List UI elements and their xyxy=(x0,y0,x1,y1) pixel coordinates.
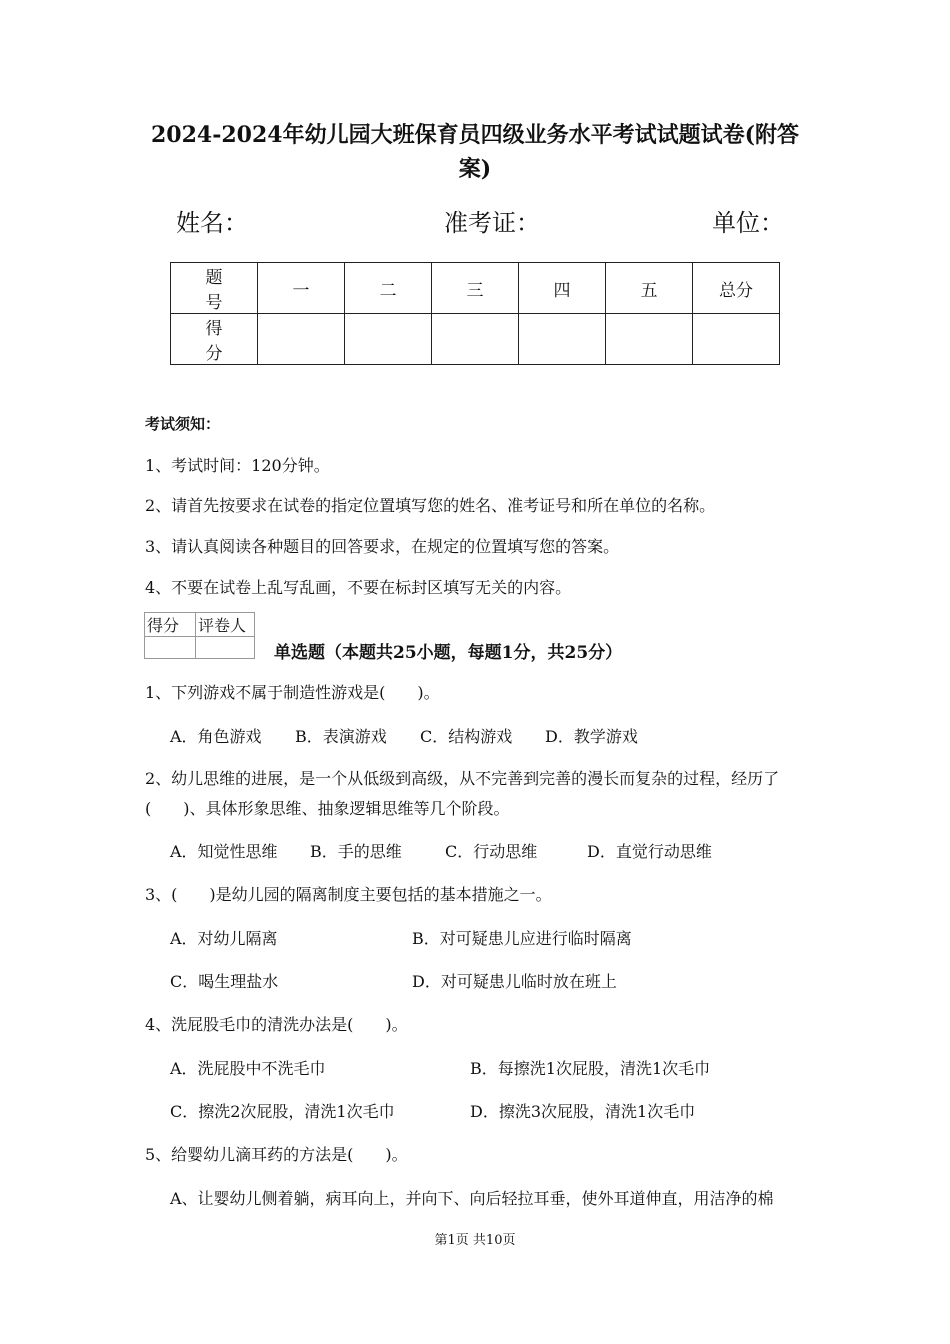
score-table xyxy=(170,262,780,365)
score-table-header-cell: 三 xyxy=(432,263,519,314)
score-table-score-row xyxy=(171,314,780,365)
notice-item: 2、请首先按要求在试卷的指定位置填写您的姓名、准考证号和所在单位的名称。 xyxy=(145,496,716,515)
grader-score-label: 得分 xyxy=(145,613,196,637)
score-table-header-cell: 四 xyxy=(519,263,606,314)
grader-name-label: 评卷人 xyxy=(196,613,255,637)
score-table-header-cell: 五 xyxy=(606,263,693,314)
page-number: 第1页 共10页 xyxy=(434,1233,516,1248)
option-d: D．直觉行动思维 xyxy=(587,842,712,861)
name-field-label: 姓名： xyxy=(176,209,248,237)
question-stem: 1、下列游戏不属于制造性游戏是( )。 xyxy=(145,683,440,702)
question-stem: 3、( )是幼儿园的隔离制度主要包括的基本措施之一。 xyxy=(145,885,552,904)
notice-item: 3、请认真阅读各种题目的回答要求，在规定的位置填写您的答案。 xyxy=(145,537,620,556)
unit-field-label: 单位： xyxy=(712,209,784,237)
score-table-header-cell: 题号 xyxy=(171,263,258,314)
exam-title xyxy=(110,118,840,186)
score-table-header-cell: 总分 xyxy=(693,263,780,314)
grader-box xyxy=(144,612,255,659)
option-b: B．手的思维 xyxy=(310,842,402,861)
score-table-header-cell: 一 xyxy=(258,263,345,314)
exam-title-line1: 2024-2024年幼儿园大班保育员四级业务水平考试试题试卷(附答 xyxy=(150,122,799,148)
option-a: A．角色游戏 xyxy=(170,727,262,746)
option-d: D．教学游戏 xyxy=(545,727,638,746)
notice-heading: 考试须知： xyxy=(145,415,221,433)
question-stem: 2、幼儿思维的进展，是一个从低级到高级，从不完善到完善的漫长而复杂的过程，经历了 xyxy=(145,769,780,788)
option-b: B．表演游戏 xyxy=(295,727,387,746)
question-stem: 5、给婴幼儿滴耳药的方法是( )。 xyxy=(145,1145,408,1164)
grader-score-cell[interactable] xyxy=(145,637,196,659)
option-d: D．擦洗3次屁股，清洗1次毛巾 xyxy=(470,1102,696,1121)
option-b: B．每擦洗1次屁股，清洗1次毛巾 xyxy=(470,1059,711,1078)
question-stem-continuation: ( )、具体形象思维、抽象逻辑思维等几个阶段。 xyxy=(145,799,510,818)
notice-item: 1、考试时间：120分钟。 xyxy=(145,456,330,475)
option-a: A．知觉性思维 xyxy=(170,842,278,861)
exam-id-field-label: 准考证： xyxy=(444,209,540,237)
section-title: 单选题（本题共25小题，每题1分，共25分） xyxy=(274,643,623,663)
score-cell[interactable] xyxy=(606,314,693,365)
score-cell[interactable] xyxy=(519,314,606,365)
notice-item: 4、不要在试卷上乱写乱画，不要在标封区填写无关的内容。 xyxy=(145,578,572,597)
option-a: A、让婴幼儿侧着躺，病耳向上，并向下、向后轻拉耳垂，使外耳道伸直，用洁净的棉 xyxy=(170,1189,774,1208)
option-c: C．行动思维 xyxy=(445,842,538,861)
score-cell[interactable] xyxy=(693,314,780,365)
option-b: B．对可疑患儿应进行临时隔离 xyxy=(412,929,632,948)
question-stem: 4、洗屁股毛巾的清洗办法是( )。 xyxy=(145,1015,408,1034)
score-cell[interactable] xyxy=(432,314,519,365)
option-c: C．擦洗2次屁股，清洗1次毛巾 xyxy=(170,1102,395,1121)
score-cell[interactable] xyxy=(258,314,345,365)
score-row-label: 得分 xyxy=(171,314,258,365)
option-a: A．对幼儿隔离 xyxy=(170,929,278,948)
exam-title-line2: 案) xyxy=(458,156,492,182)
score-table-header-cell: 二 xyxy=(345,263,432,314)
score-table-header-row xyxy=(171,263,780,314)
option-a: A．洗屁股中不洗毛巾 xyxy=(170,1059,326,1078)
option-d: D．对可疑患儿临时放在班上 xyxy=(412,972,617,991)
score-cell[interactable] xyxy=(345,314,432,365)
grader-name-cell[interactable] xyxy=(196,637,255,659)
option-c: C．结构游戏 xyxy=(420,727,513,746)
option-c: C．喝生理盐水 xyxy=(170,972,279,991)
